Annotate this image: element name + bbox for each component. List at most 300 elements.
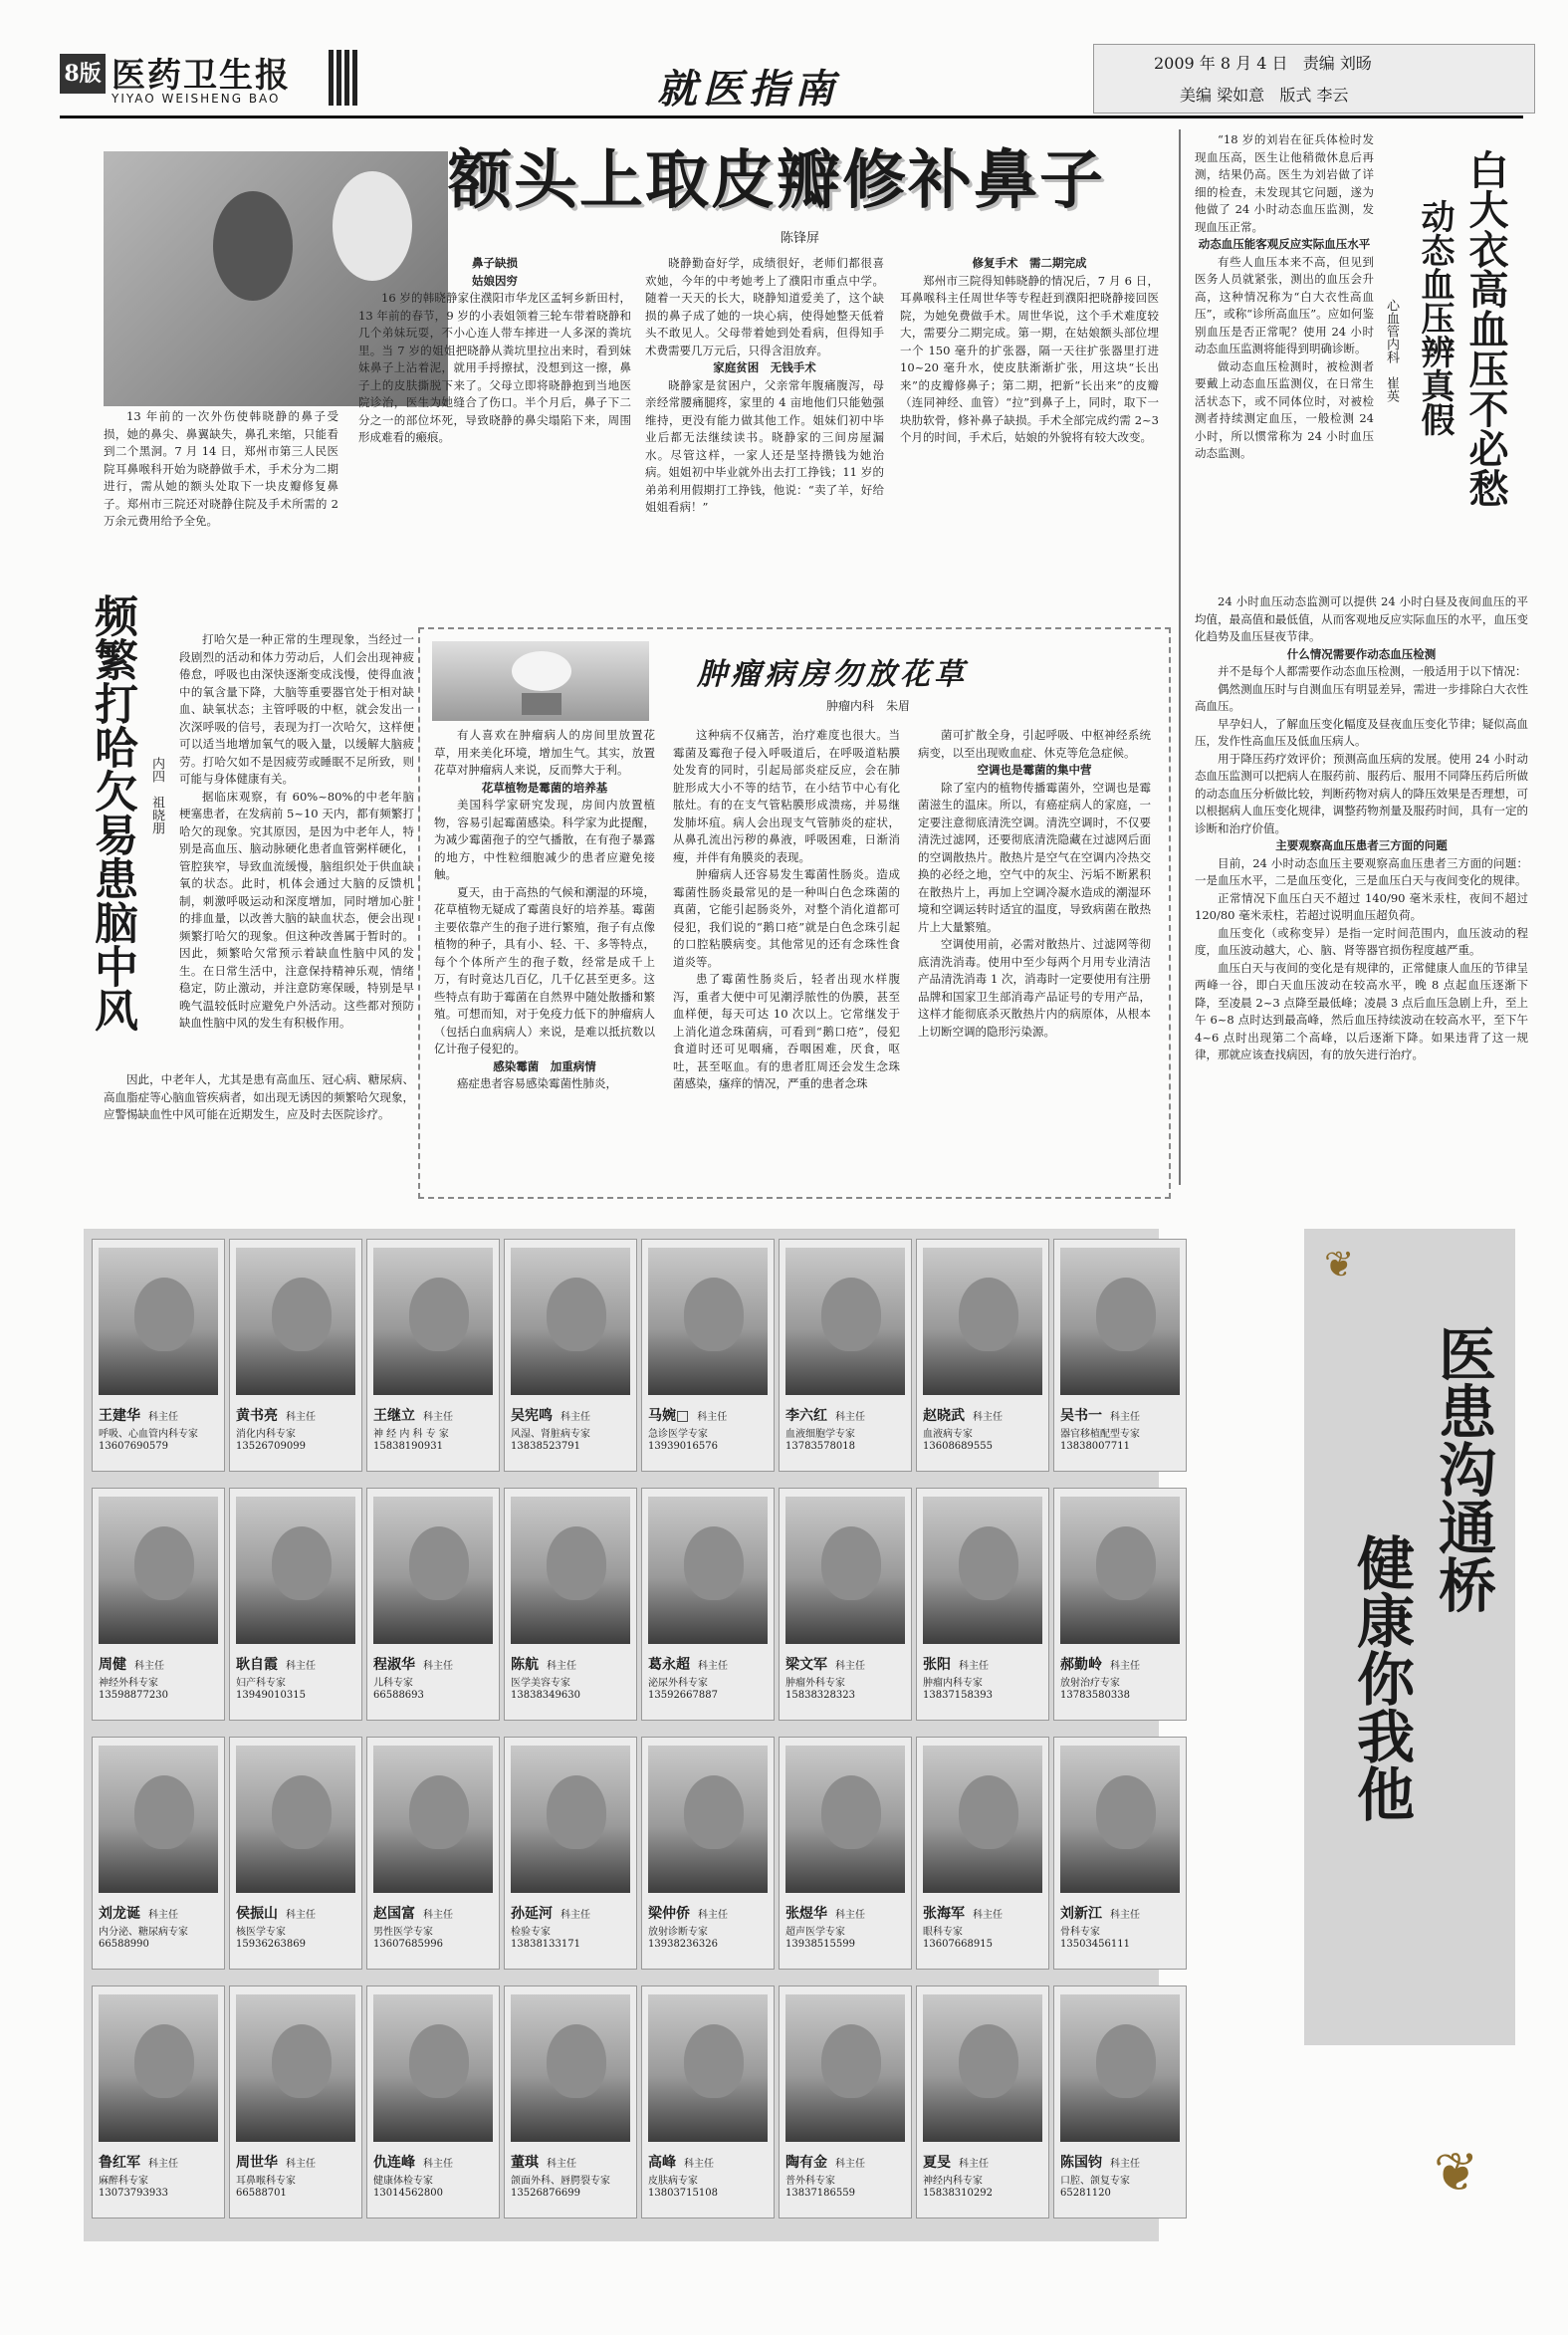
- doctor-name: 刘新江: [1060, 1906, 1102, 1922]
- doctor-portrait-icon: [684, 1278, 744, 1351]
- doctor-photo: [785, 1746, 905, 1893]
- article1-sub1: 鼻子缺损 姑娘因穷: [472, 256, 518, 288]
- doctor-title: 科主任: [959, 1661, 989, 1672]
- article1-sub3: 修复手术 需二期完成: [972, 256, 1087, 270]
- doctor-phone: 13838007711: [1060, 1441, 1130, 1452]
- slogan-1: 医患沟通桥: [1429, 1324, 1496, 1613]
- doctor-name-line: [236, 1405, 316, 1425]
- doctor-name: 高峰: [648, 2155, 676, 2171]
- article1-col4: [900, 255, 1159, 613]
- doctor-name: 刘龙诞: [99, 1906, 140, 1922]
- doctor-card: [504, 1488, 637, 1721]
- newspaper-logo-pinyin: YIYAO WEISHENG BAO: [112, 92, 281, 106]
- doctor-title: 科主任: [697, 1412, 728, 1423]
- section-title: 就医指南: [657, 67, 840, 113]
- doctor-title: 科主任: [835, 1910, 865, 1921]
- doctor-name: 鲁红军: [99, 2155, 140, 2171]
- doctor-title: 科主任: [423, 1661, 453, 1672]
- doctor-photo: [648, 1746, 768, 1893]
- edition-date: 2009 年 8 月 4 日: [1154, 54, 1288, 73]
- doctor-card: [779, 1737, 912, 1970]
- doctor-phone: 13783580338: [1060, 1690, 1130, 1701]
- doctor-card: [229, 1488, 362, 1721]
- doctor-name: 周健: [99, 1657, 126, 1673]
- doctor-title: 科主任: [148, 1412, 178, 1423]
- doctor-phone: 15838190931: [373, 1441, 443, 1452]
- article3-body-bottom: [104, 1071, 414, 1191]
- edition-date-editor: [1154, 51, 1372, 74]
- doctor-phone: 13014562800: [373, 2188, 443, 2199]
- doctor-specialty: 超声医学专家: [785, 1927, 845, 1938]
- doctor-specialty: 放射治疗专家: [1060, 1678, 1120, 1689]
- doctor-name-line: [511, 2152, 576, 2172]
- doctor-portrait-icon: [821, 2024, 881, 2098]
- article1-col4-text: 郑州市三院得知韩晓静的情况后，7 月 6 日，耳鼻喉科主任周世华等专程赶到濮阳把晓静接回医院，为她免费做手术。周世华说，这个手术难度较大，需要分二期完成。第一期，在姑娘额头部位埋一个 150 毫升的扩张器，隔一天往扩张器里打进 10~20 毫升水，使皮肤渐渐扩张，用这块“长出来”的皮瓣修鼻子；第二期，把新“长出来”的皮瓣（连同神经、血管）“拉”到鼻子上，同时，取下一块肋软骨，修补鼻子缺损。手术全部完成约需 2~3 个月的时间，手术后，姑娘的外貌将有较大改变。: [900, 273, 1159, 444]
- doctor-name-line: [373, 1903, 453, 1923]
- doctor-portrait-icon: [959, 1775, 1018, 1849]
- doctor-photo: [373, 1994, 493, 2142]
- article3-p1: 据临床观察，有 60%~80%的中老年脑梗塞患者，在发病前 5~10 天内，都有频繁打哈欠的现象。究其原因，是因为中老年人，特别是高血压、脑动脉硬化患者血管粥样硬化，管腔狭窄，导致血流缓慢，脑组织处于供血缺氧的状态。此时，机体会通过大脑的反馈机制，刺激呼吸运动和深度增加，同时增加心脏的排血量，以改善大脑的缺血状态，便会出现频繁打哈欠的现象。但这种改善属于暂时的。因此，频繁哈欠常预示着缺血性脑中风的发生。在日常生活中，注意保持精神乐观，情绪稳定，防止激动，并注意防寒保暖，特别是早晚气温较低时应避免户外活动。这些都对预防缺血性脑中风的发生有积极作用。: [179, 789, 414, 1030]
- doctor-title: 科主任: [547, 2159, 576, 2170]
- article2-headline: 白大衣高血压不必愁: [1462, 149, 1508, 508]
- doctor-card: [229, 1985, 362, 2218]
- doctor-specialty: 颌面外科、唇腭裂专家: [511, 2176, 610, 2187]
- doctor-portrait-icon: [272, 1775, 332, 1849]
- doctor-title: 科主任: [286, 1412, 316, 1423]
- doctor-portrait-icon: [684, 1526, 744, 1600]
- doctor-card: [92, 1737, 225, 1970]
- doctor-phone: 13837158393: [923, 1690, 993, 1701]
- doctor-name-line: [1060, 2152, 1140, 2172]
- doctor-phone: 13949010315: [236, 1690, 306, 1701]
- doctor-name: 张煜华: [785, 1906, 827, 1922]
- doctor-phone: 13938515599: [785, 1939, 855, 1950]
- doctor-name-line: [923, 1903, 1003, 1923]
- doctor-phone: 66588990: [99, 1939, 149, 1950]
- doctor-portrait-icon: [272, 2024, 332, 2098]
- doctor-name: 陈航: [511, 1657, 539, 1673]
- doctor-portrait-icon: [1096, 2024, 1156, 2098]
- article1-col3b-text: 晓静家是贫困户，父亲常年腹痛腹泻，母亲经常腰痛腿疼，家里的 4 亩地他们只能勉强维持，更没有能力做其他工作。姐妹们初中毕业后都无法继续读书。晓静家的三间房屋漏水。尽管这样，一家人还是坚持攒钱为她治病。姐姐初中毕业就外出去打工挣钱；11 岁的弟弟利用假期打工挣钱，他说：“卖了羊，好给姐姐看病！”: [645, 377, 884, 514]
- doctor-photo: [99, 1248, 218, 1395]
- doctor-phone: 13592667887: [648, 1690, 718, 1701]
- doctor-name-line: [373, 1405, 453, 1425]
- doctor-portrait-icon: [547, 1526, 606, 1600]
- doctor-photo: [1060, 1746, 1180, 1893]
- article4-col3: [918, 727, 1151, 1185]
- doctor-card: [916, 1488, 1049, 1721]
- doctor-photo: [1060, 1994, 1180, 2142]
- article1-headline: 额头上取皮瓣修补鼻子: [448, 144, 1105, 218]
- doctor-portrait-icon: [409, 1775, 469, 1849]
- article2-p9: 用于降压药疗效评价；预测高血压病的发展。使用 24 小时动态血压监测可以把病人在服药前、服药后、服用不同降压药后所做的动态血压分析做比较，判断药物对病人的降压效果是否理想，可以根据病人血压变化规律，调整药物剂量及服药时间，具有一定的诊断和治疗价值。: [1195, 751, 1528, 835]
- article4-c2-p2: 患了霉菌性肠炎后，轻者出现水样腹泻，重者大便中可见潮浮脓性的伪膜，甚至血样便，每天可达 10 次以上。它常继发于上消化道念珠菌病，可看到“鹅口疮”，侵犯食道时还可见咽痛，吞咽困难，厌食，呕吐，甚至呕血。有的患者肛周还会发生念珠菌感染，瘙痒的情况，严重的患者念珠: [673, 972, 900, 1090]
- doctor-title: 科主任: [698, 1661, 728, 1672]
- doctor-name: 耿自霞: [236, 1657, 278, 1673]
- doctor-card: [641, 1985, 775, 2218]
- article4-c2-p1: 肿瘤病人还容易发生霉菌性肠炎。造成霉菌性肠炎最常见的是一种叫白色念珠菌的真菌，它能引起肠炎外，对整个消化道都可侵犯，我们说的“鹅口疮”就是白色念珠引起的口腔粘膜病变。其他常见的还有念珠性食道炎等。: [673, 867, 900, 969]
- doctor-photo: [99, 1497, 218, 1644]
- butterfly-icon: ❦: [1324, 1245, 1355, 1285]
- doctor-photo: [236, 1497, 355, 1644]
- doctor-photo: [511, 1248, 630, 1395]
- doctor-specialty: 神经内科专家: [923, 2176, 983, 2187]
- doctor-title: 科主任: [973, 1412, 1003, 1423]
- doctor-title: 科主任: [835, 2159, 865, 2170]
- article2-p3: 做动态血压检测时，被检测者要戴上动态血压监测仪，在日常生活状态下，或不同体位时，对被检测者持续测定血压，一般检测 24 小时，所以惯常称为 24 小时血压动态监测。: [1195, 358, 1374, 460]
- flower-icon: [512, 651, 571, 691]
- doctor-title: 科主任: [1110, 1910, 1140, 1921]
- doctor-title: 科主任: [1110, 1412, 1140, 1423]
- doctor-portrait-icon: [1096, 1775, 1156, 1849]
- doctor-card: [1053, 1488, 1187, 1721]
- doctor-portrait-icon: [959, 1278, 1018, 1351]
- article2-p13: 血压变化（或称变异）是指一定时间范围内，血压波动的程度，血压波动越大，心、脑、肾等器官损伤程度越严重。: [1195, 925, 1528, 957]
- article2-p4: 24 小时血压动态监测可以提供 24 小时白昼及夜间血压的平均值，最高值和最低值，从而客观地反应实际血压的水平，血压变化趋势及血压昼夜节律。: [1195, 594, 1528, 643]
- doctor-name-line: [236, 2152, 316, 2172]
- article2-headline2: 动态血压辨真假: [1415, 199, 1455, 436]
- doctor-name-line: [923, 1654, 989, 1674]
- doctor-name-line: [99, 2152, 178, 2172]
- doctor-phone: 13803715108: [648, 2188, 718, 2199]
- doctor-card: [1053, 1737, 1187, 1970]
- doctor-card: [779, 1239, 912, 1472]
- doctor-phone: 66588701: [236, 2188, 287, 2199]
- doctor-portrait-icon: [821, 1526, 881, 1600]
- doctor-name: 陶有金: [785, 2155, 827, 2171]
- doctor-portrait-icon: [134, 1278, 194, 1351]
- article2-p8: 早孕妇人，了解血压变化幅度及昼夜血压变化节律；疑似高血压，发作性高血压及低血压病人。: [1195, 716, 1528, 748]
- doctor-card: [229, 1239, 362, 1472]
- article2-sub2: 主要观察高血压患者三方面的问题: [1275, 838, 1448, 852]
- doctor-portrait-icon: [684, 1775, 744, 1849]
- butterfly-icon-large: ❦: [1434, 2141, 1479, 2204]
- doctor-name: 程淑华: [373, 1657, 415, 1673]
- page-number: 8版: [60, 54, 106, 94]
- newspaper-logo: 医药卫生报: [112, 56, 291, 96]
- doctor-portrait-icon: [1096, 1278, 1156, 1351]
- doctor-name-line: [511, 1654, 576, 1674]
- doctor-photo: [923, 1248, 1042, 1395]
- doctor-name-line: [236, 1654, 316, 1674]
- doctor-specialty: 消化内科专家: [236, 1429, 296, 1440]
- edition-editor: 责编 刘旸: [1302, 54, 1372, 73]
- doctor-title: 科主任: [148, 1910, 178, 1921]
- doctor-title: 科主任: [698, 1910, 728, 1921]
- doctor-card: [366, 1488, 500, 1721]
- edition-layout: 版式 李云: [1279, 86, 1349, 105]
- flowerpot-icon: [522, 693, 561, 715]
- doctor-phone: 13939016576: [648, 1441, 718, 1452]
- article2-body-top: [1195, 131, 1374, 589]
- doctor-title: 科主任: [423, 1910, 453, 1921]
- doctor-specialty: 妇产科专家: [236, 1678, 286, 1689]
- doctor-title: 科主任: [1110, 1661, 1140, 1672]
- doctor-specialty: 眼科专家: [923, 1927, 963, 1938]
- doctor-name-line: [99, 1654, 164, 1674]
- article1-author: 陈锋屏: [781, 231, 820, 246]
- doctor-name: 黄书亮: [236, 1408, 278, 1424]
- article4-col2: [673, 727, 900, 1185]
- article2-sub1: 什么情况需要作动态血压检测: [1286, 646, 1437, 661]
- edition-info-box: [1093, 44, 1535, 114]
- doctor-name-line: [236, 1903, 316, 1923]
- article2-sub0: 动态血压能客观反应实际血压水平: [1198, 237, 1371, 251]
- doctor-name-line: [923, 2152, 989, 2172]
- doctor-name-line: [511, 1903, 590, 1923]
- article1-sub2: 家庭贫困 无钱手术: [713, 360, 816, 374]
- doctor-name: 董琪: [511, 2155, 539, 2171]
- doctor-specialty: 普外科专家: [785, 2176, 835, 2187]
- doctor-phone: 13503456111: [1060, 1939, 1130, 1950]
- doctor-photo: [236, 1746, 355, 1893]
- doctor-specialty: 医学美容专家: [511, 1678, 570, 1689]
- doctor-phone: 13608689555: [923, 1441, 993, 1452]
- doctor-photo: [785, 1994, 905, 2142]
- doctor-phone: 13838349630: [511, 1690, 580, 1701]
- article1-col2: [358, 255, 631, 613]
- doctor-card: [504, 1239, 637, 1472]
- doctor-name: 周世华: [236, 2155, 278, 2171]
- doctor-phone: 65281120: [1060, 2188, 1111, 2199]
- doctor-phone: 13607690579: [99, 1441, 168, 1452]
- doctor-specialty: 健康体检专家: [373, 2176, 433, 2187]
- doctor-photo: [648, 1497, 768, 1644]
- doctor-photo: [236, 1248, 355, 1395]
- doctor-specialty: 神经外科专家: [99, 1678, 158, 1689]
- doctor-specialty: 口腔、颌复专家: [1060, 2176, 1130, 2187]
- doctor-title: 科主任: [835, 1412, 865, 1423]
- doctor-portrait-icon: [409, 1278, 469, 1351]
- doctor-card: [641, 1239, 775, 1472]
- article2-p0: “18 岁的刘岩在征兵体检时发现血压高，医生让他稍微休息后再测，结果仍高。医生为刘岩做了详细的检查，未发现其它问题，遂为他做了 24 小时动态血压监测，发现血压正常。: [1195, 132, 1374, 234]
- doctor-title: 科主任: [684, 2159, 714, 2170]
- article3-p2: 因此，中老年人，尤其是患有高血压、冠心病、糖尿病、高血脂症等心脑血管疾病者，如出现无诱因的频繁哈欠现象，应警惕缺血性中风可能在近期发生，应及时去医院诊疗。: [104, 1072, 414, 1121]
- masthead-rule: [60, 116, 1523, 118]
- doctor-portrait-icon: [959, 2024, 1018, 2098]
- doctor-name-line: [785, 2152, 865, 2172]
- article1-col1: [104, 408, 338, 607]
- doctor-photo: [1060, 1248, 1180, 1395]
- doctor-portrait-icon: [409, 1526, 469, 1600]
- doctor-name-line: [785, 1405, 865, 1425]
- doctor-specialty: 风湿、肾脏病专家: [511, 1429, 590, 1440]
- doctor-specialty: 皮肤病专家: [648, 2176, 698, 2187]
- doctor-specialty: 核医学专家: [236, 1927, 286, 1938]
- doctor-name: 张阳: [923, 1657, 951, 1673]
- doctor-portrait-icon: [409, 2024, 469, 2098]
- doctor-phone: 66588693: [373, 1690, 424, 1701]
- doctor-phone: 15838310292: [923, 2188, 993, 2199]
- doctor-card: [779, 1488, 912, 1721]
- doctor-card: [641, 1488, 775, 1721]
- doctor-name-line: [923, 1405, 1003, 1425]
- doctor-title: 科主任: [148, 2159, 178, 2170]
- doctor-name-line: [785, 1903, 865, 1923]
- article4-author: 肿瘤内科 朱眉: [826, 699, 911, 713]
- article4-c2-p0: 这种病不仅痛苦，治疗难度也很大。当霉菌及霉孢子侵入呼吸道后，在呼吸道粘膜处发育的同时，引起局部炎症反应，会在肺脏形成大小不等的结节，在小结节中心有化脓灶。有的在支气管粘膜形成溃疡，并易继发肺坏疽。病人会出现支气管肺炎的症状，从鼻孔流出污秽的鼻液，呼吸困难，日渐消瘦，并伴有角膜炎的表现。: [673, 728, 900, 864]
- doctor-specialty: 检验专家: [511, 1927, 551, 1938]
- doctor-name: 王建华: [99, 1408, 140, 1424]
- doctor-name: 梁文军: [785, 1657, 827, 1673]
- doctor-specialty: 放射诊断专家: [648, 1927, 708, 1938]
- article4-c1-sub0: 花草植物是霉菌的培养基: [481, 780, 608, 795]
- doctor-photo: [785, 1248, 905, 1395]
- doctor-name: 葛永超: [648, 1657, 690, 1673]
- article4-headline: 肿瘤病房勿放花草: [697, 657, 968, 692]
- doctor-portrait-icon: [272, 1526, 332, 1600]
- doctor-photo: [511, 1994, 630, 2142]
- doctor-portrait-icon: [134, 2024, 194, 2098]
- doctor-phone: 13838133171: [511, 1939, 580, 1950]
- doctor-name: 梁仲侨: [648, 1906, 690, 1922]
- doctor-grid: [84, 1229, 1314, 2241]
- article2-p6: 并不是每个人都需要作动态血压检测，一般适用于以下情况：: [1218, 664, 1527, 678]
- doctor-phone: 13607685996: [373, 1939, 443, 1950]
- doctor-specialty: 麻醉科专家: [99, 2176, 148, 2187]
- doctor-card: [916, 1985, 1049, 2218]
- doctor-name-line: [648, 1405, 727, 1425]
- doctor-name: 夏旻: [923, 2155, 951, 2171]
- doctor-title: 科主任: [286, 2159, 316, 2170]
- doctor-phone: 13598877230: [99, 1690, 168, 1701]
- doctor-name: 张海军: [923, 1906, 965, 1922]
- doctor-portrait-icon: [1096, 1526, 1156, 1600]
- doctor-phone: 13838523791: [511, 1441, 580, 1452]
- doctor-phone: 13783578018: [785, 1441, 855, 1452]
- doctor-portrait-icon: [547, 2024, 606, 2098]
- doctor-name-line: [99, 1405, 178, 1425]
- article1-col3: [645, 255, 884, 613]
- doctor-photo: [373, 1746, 493, 1893]
- doctor-portrait-icon: [547, 1278, 606, 1351]
- doctor-name: 吴书一: [1060, 1408, 1102, 1424]
- article4-c3-p2: 除了室内的植物传播霉菌外，空调也是霉菌滋生的温床。所以，有癌症病人的家庭，一定要注意彻底清洗空调。清洗空调时，不仅要清洗过滤网，还要彻底清洗隐藏在过滤网后面的空调散热片。散热片是空气在空调内冷热交换的必经之地，空气中的灰尘、污垢不断累积在散热片上，再加上空调冷凝水造成的潮湿环境和空调运转时适宜的温度，导致病菌在散热片上大量繁殖。: [918, 780, 1151, 934]
- doctor-photo: [923, 1497, 1042, 1644]
- doctor-portrait-icon: [959, 1526, 1018, 1600]
- doctor-card: [779, 1985, 912, 2218]
- doctor-name: 侯振山: [236, 1906, 278, 1922]
- doctor-photo: [923, 1994, 1042, 2142]
- article4-c1-p0: 有人喜欢在肿瘤病人的房间里放置花草，用来美化环境，增加生气。其实，放置花草对肿瘤病人来说，反而弊大于利。: [434, 728, 655, 777]
- doctor-photo: [648, 1994, 768, 2142]
- doctor-name-line: [511, 1405, 590, 1425]
- article2-p12: 正常情况下血压白天不超过 140/90 毫米汞柱，夜间不超过 120/80 毫米汞柱，若超过说明血压超负荷。: [1195, 890, 1528, 922]
- doctor-portrait-icon: [684, 2024, 744, 2098]
- doctor-phone: 15936263869: [236, 1939, 306, 1950]
- doctor-name-line: [1060, 1654, 1140, 1674]
- doctor-portrait-icon: [821, 1775, 881, 1849]
- doctor-title: 科主任: [560, 1910, 590, 1921]
- doctor-name-line: [648, 1654, 728, 1674]
- doctor-title: 科主任: [973, 1910, 1003, 1921]
- doctor-photo: [373, 1497, 493, 1644]
- doctor-title: 科主任: [286, 1661, 316, 1672]
- doctor-card: [504, 1985, 637, 2218]
- doctor-card: [1053, 1985, 1187, 2218]
- doctor-phone: 13837186559: [785, 2188, 855, 2199]
- doctor-specialty: 泌尿外科专家: [648, 1678, 708, 1689]
- article3-headline: 频繁打哈欠易患脑中风: [87, 593, 137, 1032]
- doctor-card: [1053, 1239, 1187, 1472]
- doctor-photo: [923, 1746, 1042, 1893]
- doctor-card: [92, 1985, 225, 2218]
- doctor-name-line: [648, 1903, 728, 1923]
- doctor-specialty: 急诊医学专家: [648, 1429, 708, 1440]
- doctor-title: 科主任: [286, 1910, 316, 1921]
- doctor-name-line: [373, 1654, 453, 1674]
- article4-c1-p3: 夏天，由于高热的气候和潮湿的环境，花草植物无疑成了霉菌良好的培养基。霉菌主要依靠产生的孢子进行繁殖，孢子有点像植物的种子，具有小、轻、干、多等特点，每个个体所产生的孢子数，经常是成千上万，有时竟达几百亿，几千亿甚至更多。这些特点有助于霉菌在自然界中随处散播和繁殖。可想而知，对于免疫力低下的肿瘤病人（包括白血病病人）来说，是难以抵抗数以亿计孢子侵犯的。: [434, 884, 655, 1055]
- doctor-name-line: [648, 2152, 714, 2172]
- doctor-title: 科主任: [423, 2159, 453, 2170]
- slogan-2: 健康你我他: [1347, 1533, 1415, 1822]
- doctor-portrait-icon: [134, 1526, 194, 1600]
- doctor-specialty: 耳鼻喉科专家: [236, 2176, 296, 2187]
- doctor-photo: [648, 1248, 768, 1395]
- doctor-title: 科主任: [560, 1412, 590, 1423]
- article4-c1-sub1: 感染霉菌 加重病情: [493, 1058, 596, 1073]
- doctor-photo: [785, 1497, 905, 1644]
- doctor-card: [916, 1239, 1049, 1472]
- doctor-name: 仇连峰: [373, 2155, 415, 2171]
- doctor-phone: 13073793933: [99, 2188, 168, 2199]
- doctor-specialty: 神 经 内 科 专 家: [373, 1429, 449, 1440]
- article4-c3-p0: 菌可扩散全身，引起呼吸、中枢神经系统病变，以至出现败血症、休克等危急症候。: [918, 728, 1151, 760]
- article1-col2-text: 16 岁的韩晓静家住濮阳市华龙区孟轲乡新田村，13 年前的春节，9 岁的小表姐领着三轮车带着晓静和几个弟妹玩耍，不小心连人带车摔进一人多深的粪坑里。当 7 岁的姐姐把晓静从粪坑里拉出来时，看到妹妹鼻子上沾着泥，就用手捋擦拭，没想到这一擦，鼻子上的皮肤撕脱下来了。父母立即将晓静抱到当地医院诊治，医生为她缝合了伤口。半个月后，鼻子下二分之一的部位坏死，导致晓静的鼻尖塌陷下来，周围形成难看的瘢痕。: [358, 291, 631, 444]
- doctor-name: 王继立: [373, 1408, 415, 1424]
- doctor-title: 科主任: [547, 1661, 576, 1672]
- doctor-specialty: 肿瘤外科专家: [785, 1678, 845, 1689]
- doctor-name: 陈国钧: [1060, 2155, 1102, 2171]
- article4-c3-p3: 空调使用前，必需对散热片、过滤网等彻底清洗消毒。使用中至少每两个月用专业清洁产品清洗消毒 1 次，消毒时一定要使用有注册品牌和国家卫生部消毒产品证号的专用产品，这样才能彻底杀灭散热片内的病原体，从根本上切断空调的隐形污染源。: [918, 937, 1151, 1039]
- doctor-title: 科主任: [959, 2159, 989, 2170]
- doctor-specialty: 内分泌、糖尿病专家: [99, 1927, 188, 1938]
- doctor-photo: [511, 1746, 630, 1893]
- doctor-card: [92, 1239, 225, 1472]
- doctor-phone: 13938236326: [648, 1939, 718, 1950]
- article4-c3-sub0: 空调也是霉菌的集中营: [977, 763, 1092, 777]
- article3-author: 内四 祖晓朋: [149, 757, 164, 834]
- doctor-specialty: 儿科专家: [373, 1678, 413, 1689]
- doctor-name: 赵国富: [373, 1906, 415, 1922]
- doctor-name: 吴宪鸣: [511, 1408, 553, 1424]
- doctor-specialty: 器官移植配型专家: [1060, 1429, 1140, 1440]
- doctor-phone: 15838328323: [785, 1690, 855, 1701]
- doctor-name: 孙延河: [511, 1906, 553, 1922]
- doctor-card: [641, 1737, 775, 1970]
- doctor-photo: [373, 1248, 493, 1395]
- logo-barcode-icon: [329, 50, 358, 106]
- doctor-name: 马婉□: [648, 1408, 690, 1424]
- doctor-card: [366, 1239, 500, 1472]
- article2-author: 心血管内科 崔英: [1384, 299, 1399, 402]
- doctor-photo: [236, 1994, 355, 2142]
- doctor-name-line: [785, 1654, 865, 1674]
- article4-c1-p5: 癌症患者容易感染霉菌性肺炎，: [457, 1076, 617, 1090]
- doctor-photo: [99, 1994, 218, 2142]
- doctor-phone: 13526709099: [236, 1441, 306, 1452]
- article1-col3-text: 晓静勤奋好学，成绩很好，老师们都很喜欢她，今年的中考她考上了濮阳市重点中学。随着一天天的长大，晓静知道爱美了，这个缺损的鼻子成了她的一块心病，使得她整天低着头不敢见人。父母带着她到处看病，但得知手术费需要几万元后，只得含泪放弃。: [645, 256, 884, 357]
- doctor-name: 赵晓武: [923, 1408, 965, 1424]
- doctor-name-line: [1060, 1405, 1140, 1425]
- article4-flower-photo: [432, 641, 649, 721]
- article1-col1-text: 13 年前的一次外伤使韩晓静的鼻子受损，她的鼻尖、鼻翼缺失，鼻孔来缩，只能看到二个黑洞。7 月 14 日，郑州市第三人民医院耳鼻喉科开始为晓静做手术，手术分为二期进行，需从她的额头处取下一块皮瓣修复鼻子。郑州市三院还对晓静住院及手术所需的 2 万余元费用给予全免。: [104, 409, 338, 528]
- doctor-card: [366, 1737, 500, 1970]
- doctor-specialty: 血液细胞学专家: [785, 1429, 855, 1440]
- edition-design-layout: [1180, 83, 1348, 106]
- doctor-card: [229, 1737, 362, 1970]
- doctor-card: [504, 1737, 637, 1970]
